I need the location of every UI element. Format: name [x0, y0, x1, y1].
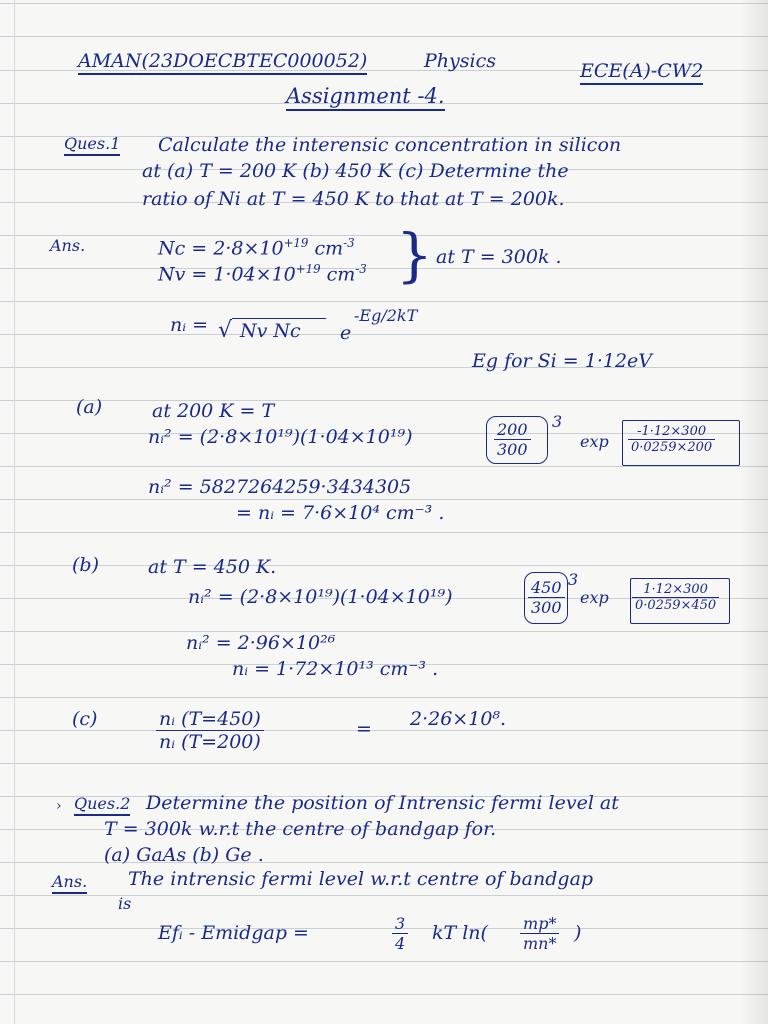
curly-brace-icon: }: [396, 221, 433, 289]
subject-title: Physics: [424, 50, 496, 72]
part-b-exp-word: exp: [580, 588, 609, 607]
part-c-ratio: $\frac{\text{nᵢ (T=450)}}{\text{nᵢ (T=200)}}$: [156, 708, 264, 753]
reference-temperature: at T = 300k .: [436, 246, 562, 268]
part-a-label: (a): [76, 396, 103, 418]
answer-1-label: Ans.: [50, 236, 86, 255]
part-b-exp-fraction: $\frac{1\cdot 12\times 300}{0\cdot 0259\times 450}$: [632, 582, 719, 613]
part-a-line-2: nᵢ² = (2·8×10¹⁹)(1·04×10¹⁹): [148, 426, 413, 448]
part-b-line-2: nᵢ² = (2·8×10¹⁹)(1·04×10¹⁹): [188, 586, 453, 608]
part-b-temp-ratio: $\frac{450}{300}$: [528, 578, 565, 617]
part-c-result: 2·26×10⁸.: [410, 708, 507, 730]
part-a-line-1: at 200 K = T: [152, 400, 275, 422]
part-b-result: nᵢ = 1·72×10¹³ cm⁻³ .: [232, 658, 439, 680]
part-a-result: = nᵢ = 7·6×10⁴ cm⁻³ .: [236, 502, 445, 524]
fermi-formula-lhs: Efᵢ - Emidgap =: [158, 922, 309, 944]
student-name-roll: AMAN(23DOECBTEC000052): [78, 52, 367, 75]
question-1-line-1: Calculate the interensic concentration in silicon: [158, 134, 622, 156]
ni-formula-e: e: [340, 322, 352, 344]
bullet-arrow-icon: ›: [56, 798, 62, 814]
part-b-power: 3: [568, 570, 579, 589]
part-c-equals: =: [356, 718, 372, 740]
ni-formula-lhs: nᵢ =: [170, 314, 209, 336]
part-b-line-1: at T = 450 K.: [148, 556, 277, 578]
square-root-bar: [232, 318, 326, 319]
question-1-line-3: ratio of Ni at T = 450 K to that at T = 200k.: [142, 188, 565, 210]
answer-2-line-2: is: [118, 894, 132, 913]
nv-value: $Nv = 1\cdot 04\times 10^{+19}$ $cm^{-3}$: [158, 262, 367, 286]
part-a-line-3: nᵢ² = 5827264259·3434305: [148, 476, 412, 498]
part-a-temp-ratio: $\frac{200}{300}$: [494, 420, 531, 459]
ni-formula-root: Nv Nc: [240, 320, 301, 342]
part-b-line-3: nᵢ² = 2·96×10²⁶: [186, 632, 336, 654]
page-edge-shadow: [740, 0, 768, 1024]
answer-2-label: Ans.: [52, 874, 87, 894]
bandgap-silicon: Eg for Si = 1·12eV: [472, 350, 653, 372]
nc-value: $Nc = 2\cdot 8\times 10^{+19}$ $cm^{-3}$: [158, 236, 355, 260]
question-2-label: Ques.2: [74, 796, 130, 816]
fermi-coefficient: $\frac{3}{4}$: [392, 914, 408, 953]
effective-mass-ratio: $\frac{mp*}{mn*}$: [520, 914, 559, 953]
question-2-line-1: Determine the position of Intrensic fermi level at: [146, 792, 619, 814]
part-a-exp-word: exp: [580, 432, 609, 451]
page-margin-line: [14, 0, 15, 1024]
answer-2-line-1: The intrensic fermi level w.r.t centre of bandgap: [128, 868, 594, 890]
question-1-label: Ques.1: [64, 136, 120, 156]
question-2-line-3: (a) GaAs (b) Ge .: [104, 844, 264, 866]
part-a-exp-fraction: $\frac{-1\cdot 12\times 300}{0\cdot 0259\times 200}$: [628, 424, 715, 455]
question-1-line-2: at (a) T = 200 K (b) 450 K (c) Determine the: [142, 160, 569, 182]
fermi-formula-end: ): [574, 922, 582, 944]
part-b-label: (b): [72, 554, 99, 576]
question-2-line-2: T = 300k w.r.t the centre of bandgap for.: [104, 818, 497, 840]
fermi-formula-mid: kT ln(: [432, 922, 488, 944]
assignment-title: Assignment -4.: [286, 86, 445, 111]
ni-formula-exponent: -Eg/2kT: [354, 306, 418, 325]
part-a-power: 3: [552, 412, 563, 431]
class-section: ECE(A)-CW2: [580, 62, 703, 85]
square-root-icon: √: [218, 318, 233, 343]
part-c-label: (c): [72, 708, 98, 730]
